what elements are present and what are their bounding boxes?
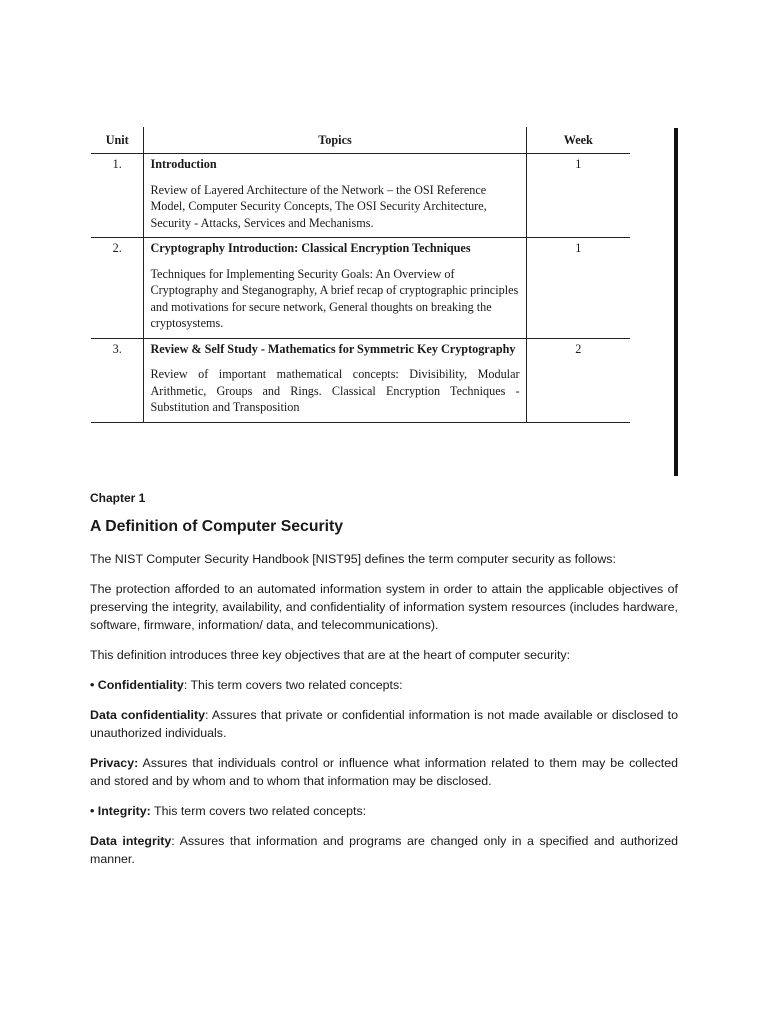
- syllabus-table: [91, 127, 630, 423]
- intro-paragraph: The NIST Computer Security Handbook [NIST95] defines the term computer security as follows:: [90, 552, 616, 566]
- topic-cell: [144, 154, 526, 238]
- data-integrity-term: Data integrity: [90, 834, 172, 848]
- confidentiality-term: • Confidentiality: [90, 678, 184, 692]
- chapter-body: [90, 489, 678, 880]
- table-row: [91, 338, 630, 422]
- topic-title: Cryptography Introduction: Classical Encryption Techniques: [150, 241, 471, 255]
- week-number: 2: [526, 338, 630, 422]
- topic-title: Introduction: [150, 157, 217, 171]
- confidentiality-text: : This term covers two related concepts:: [183, 678, 403, 692]
- table-row: [91, 154, 630, 238]
- topic-description: Techniques for Implementing Security Goals: An Overview of Cryptography and Steganography, A brief recap of cryptographic principles and motivations for secure network, General thoughts on breaking the cryptosystems.: [150, 266, 519, 330]
- unit-number: 3.: [91, 338, 144, 422]
- chapter-label: Chapter 1: [90, 491, 146, 505]
- week-number: 1: [526, 154, 630, 238]
- topic-cell: [144, 238, 526, 339]
- topic-description: Review of Layered Architecture of the Network – the OSI Reference Model, Computer Security Concepts, The OSI Security Architecture, Security - Attacks, Services and Mechanisms.: [150, 182, 487, 230]
- unit-column-header: Unit: [91, 127, 144, 154]
- topic-title: Review & Self Study - Mathematics for Symmetric Key Cryptography: [150, 341, 516, 356]
- topic-cell: [144, 338, 526, 422]
- data-confidentiality-paragraph: [90, 706, 678, 742]
- integrity-paragraph: [90, 802, 678, 820]
- section-heading: A Definition of Computer Security: [90, 518, 344, 535]
- unit-number: 2.: [91, 238, 144, 339]
- week-number: 1: [526, 238, 630, 339]
- objectives-intro: This definition introduces three key objectives that are at the heart of computer security:: [90, 648, 571, 662]
- data-confidentiality-term: Data confidentiality: [90, 708, 205, 722]
- privacy-text: Assures that individuals control or influence what information related to them may be collected and stored and by whom and to whom that information may be disclosed.: [90, 756, 678, 788]
- unit-number: 1.: [91, 154, 144, 238]
- page-edge-rule: [674, 128, 678, 476]
- privacy-paragraph: [90, 754, 678, 790]
- data-integrity-paragraph: [90, 832, 678, 868]
- integrity-term: • Integrity:: [90, 804, 151, 818]
- confidentiality-paragraph: [90, 676, 678, 694]
- definition-quote: The protection afforded to an automated information system in order to attain the applicable objectives of preserving the integrity, availability, and confidentiality of information system resources (includes hardware, software, firmware, information/ data, and telecommunications).: [90, 582, 678, 632]
- table-row: [91, 238, 630, 339]
- privacy-term: Privacy:: [90, 756, 139, 770]
- integrity-text: This term covers two related concepts:: [150, 804, 367, 818]
- data-confidentiality-text: : Assures that private or confidential information is not made available or disclosed to unauthorized individuals.: [90, 708, 678, 740]
- data-integrity-text: : Assures that information and programs are changed only in a specified and authorized manner.: [90, 834, 678, 866]
- table-header-row: [91, 127, 630, 154]
- topic-description: Review of important mathematical concepts: Divisibility, Modular Arithmetic, Groups and Rings. Classical Encryption Techniques - Substitution and Transposition: [150, 367, 520, 414]
- topics-column-header: Topics: [144, 127, 526, 154]
- week-column-header: Week: [526, 127, 630, 154]
